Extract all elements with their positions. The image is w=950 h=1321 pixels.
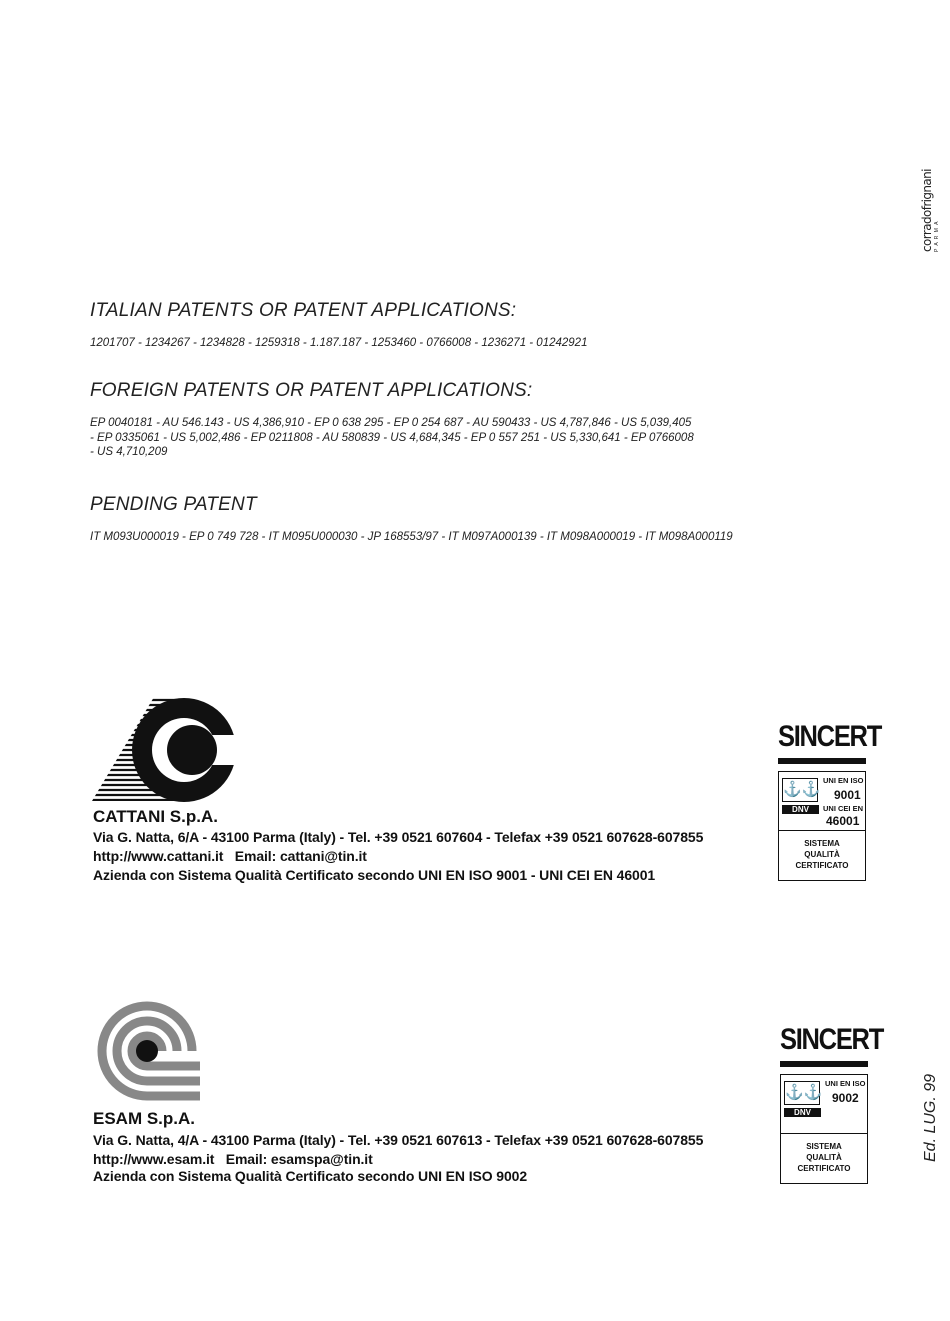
esam-address: Via G. Natta, 4/A - 43100 Parma (Italy) - Tel. +39 0521 607613 - Telefax +39 0521 607628-607855 <box>93 1132 704 1148</box>
esam-logo <box>92 998 208 1108</box>
cert-box <box>778 771 866 881</box>
cert-footer <box>779 838 865 871</box>
foreign-patents-list <box>90 416 694 460</box>
cert-footer-line: SISTEMA <box>806 1142 842 1151</box>
pending-patent-heading: PENDING PATENT <box>90 494 257 515</box>
foreign-patents-line: - US 4,710,209 <box>90 446 168 458</box>
pending-patent-list: IT M093U000019 - EP 0 749 728 - IT M095U000030 - JP 168553/97 - IT M097A000139 - IT M098A000019 - IT M098A000119 <box>90 531 733 543</box>
cert-standard-1: UNI EN ISO <box>825 1079 866 1088</box>
cattani-company-name: CATTANI S.p.A. <box>93 807 218 826</box>
cert-number-1: 9002 <box>832 1091 859 1105</box>
cert-box <box>780 1074 868 1184</box>
italian-patents-heading: ITALIAN PATENTS OR PATENT APPLICATIONS: <box>90 300 517 321</box>
dnv-label: DNV <box>782 805 819 814</box>
cert-standard-2: UNI CEI EN <box>823 804 864 813</box>
cert-footer <box>781 1141 867 1174</box>
foreign-patents-heading: FOREIGN PATENTS OR PATENT APPLICATIONS: <box>90 380 533 401</box>
cert-footer-line: QUALITÀ <box>806 1153 842 1162</box>
foreign-patents-line: EP 0040181 - AU 546.143 - US 4,386,910 - EP 0 638 295 - EP 0 254 687 - AU 590433 - US 4,787,846 - US 5,039,405 <box>90 417 692 429</box>
cattani-logo <box>92 697 237 803</box>
cattani-quality-statement: Azienda con Sistema Qualità Certificato secondo UNI EN ISO 9001 - UNI CEI EN 46001 <box>93 867 656 883</box>
side-brand-city: P A R M A <box>934 220 940 252</box>
cert-footer-line: CERTIFICATO <box>795 861 849 870</box>
foreign-patents-line: - EP 0335061 - US 5,002,486 - EP 0211808 - AU 580839 - US 4,684,345 - EP 0 557 251 - US 5,330,641 - EP 0766008 <box>90 431 694 444</box>
cert-footer-line: SISTEMA <box>804 839 840 848</box>
cert-number-2: 46001 <box>826 814 860 828</box>
italian-patents-list: 1201707 - 1234267 - 1234828 - 1259318 - 1.187.187 - 1253460 - 0766008 - 1236271 - 01242921 <box>90 337 588 349</box>
cert-footer-line: CERTIFICATO <box>797 1164 851 1173</box>
cert-divider <box>779 830 865 831</box>
esam-sincert-cert <box>780 1023 884 1187</box>
cert-number-1: 9001 <box>834 788 861 802</box>
sincert-wordmark: SINCERT <box>780 1023 884 1056</box>
cert-divider <box>781 1133 867 1134</box>
cattani-sincert-cert <box>778 720 882 884</box>
sincert-wordmark: SINCERT <box>778 720 882 753</box>
esam-web-email: http://www.esam.it Email: esamspa@tin.it <box>93 1151 373 1167</box>
cert-footer-line: QUALITÀ <box>804 850 840 859</box>
cattani-address: Via G. Natta, 6/A - 43100 Parma (Italy) - Tel. +39 0521 607604 - Telefax +39 0521 607628-607855 <box>93 829 704 845</box>
side-brand-mark <box>921 152 941 252</box>
edition-label: Ed. LUG. 99 <box>922 1073 939 1162</box>
cattani-web-email: http://www.cattani.it Email: cattani@tin.it <box>93 848 367 864</box>
esam-company-name: ESAM S.p.A. <box>93 1109 196 1128</box>
side-brand-name: corradofrignani <box>920 169 934 252</box>
dnv-label: DNV <box>784 1108 821 1117</box>
esam-quality-statement: Azienda con Sistema Qualità Certificato secondo UNI EN ISO 9002 <box>93 1168 528 1184</box>
dnv-anchor-icon: ⚓⚓ <box>784 1081 820 1105</box>
cert-standard-1: UNI EN ISO <box>823 776 864 785</box>
sincert-bar <box>778 758 866 764</box>
sincert-bar <box>780 1061 868 1067</box>
dnv-anchor-icon: ⚓⚓ <box>782 778 818 802</box>
